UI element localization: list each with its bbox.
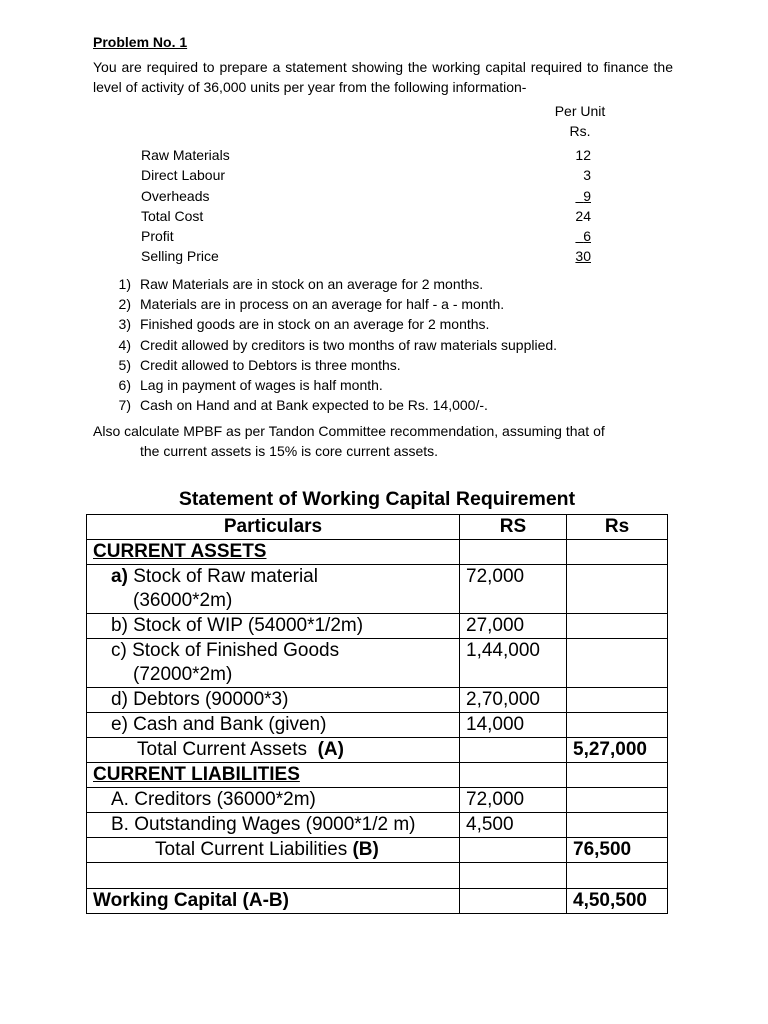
table-row (87, 889, 668, 914)
cost-label: Raw Materials (141, 147, 230, 163)
currency-label: Rs. (569, 123, 591, 139)
row-cash-bank: e) Cash and Bank (given) (87, 713, 460, 738)
value-wip: 27,000 (460, 614, 567, 639)
table-row (87, 713, 668, 738)
row-total-current-assets: Total Current Assets (A) (87, 738, 460, 763)
per-unit-header (540, 101, 620, 141)
cost-row (141, 146, 591, 166)
cost-row (141, 166, 591, 186)
cost-row (141, 227, 591, 247)
statement-title: Statement of Working Capital Requirement (178, 488, 576, 510)
row-wip: b) Stock of WIP (54000*1/2m) (87, 614, 460, 639)
row-total-current-liabilities: Total Current Liabilities (B) (87, 838, 460, 863)
cost-label: Total Cost (141, 207, 204, 224)
cost-label: Selling Price (141, 248, 219, 265)
cost-value: 6 (583, 228, 591, 245)
row-creditors: A. Creditors (36000*2m) (87, 788, 460, 813)
table-row (87, 838, 668, 863)
table-row (87, 788, 668, 813)
cost-row (141, 247, 591, 267)
mpbf-instruction: Also calculate MPBF as per Tandon Committee recommendation, assuming that of the current assets is 15% is core current assets. (93, 423, 605, 459)
cost-row (141, 207, 591, 227)
value-raw-material: 72,000 (460, 565, 567, 614)
value-outstanding-wages: 4,500 (460, 813, 567, 838)
value-total-current-liabilities: 76,500 (567, 838, 668, 863)
table-row (87, 738, 668, 763)
cost-label: Profit (141, 228, 174, 245)
row-working-capital: Working Capital (A-B) (87, 889, 460, 914)
value-cash-bank: 14,000 (460, 713, 567, 738)
value-total-current-assets: 5,27,000 (567, 738, 668, 763)
value-debtors: 2,70,000 (460, 688, 567, 713)
table-row (87, 688, 668, 713)
problem-heading: Problem No. 1 (93, 34, 188, 50)
per-unit-label: Per Unit (554, 103, 606, 119)
table-row (87, 813, 668, 838)
table-header-row (87, 515, 668, 540)
table-row (87, 540, 668, 565)
header-rs: RS (460, 515, 567, 540)
cost-row (141, 187, 591, 207)
value-finished-goods: 1,44,000 (460, 639, 567, 688)
cost-label: Overheads (141, 187, 210, 204)
problem-intro: You are required to prepare a statement showing the working capital required to finance the level of activity of 36,000 units per year from the following information- (93, 59, 673, 95)
table-row (87, 863, 668, 889)
table-row (87, 639, 668, 688)
cost-table (141, 146, 591, 268)
table-row (87, 614, 668, 639)
table-row (87, 565, 668, 614)
cost-value: 9 (583, 187, 591, 204)
header-rs-total: Rs (567, 515, 668, 540)
row-debtors: d) Debtors (90000*3) (87, 688, 460, 713)
cost-value: 24 (575, 207, 591, 224)
cost-value: 30 (575, 248, 591, 265)
cost-label: Direct Labour (141, 167, 226, 184)
row-raw-material: a) Stock of Raw material (36000*2m) (87, 565, 460, 614)
header-particulars: Particulars (87, 515, 460, 540)
table-row (87, 763, 668, 788)
cost-value: 12 (575, 147, 591, 163)
value-working-capital: 4,50,500 (567, 889, 668, 914)
cost-value: 3 (583, 167, 591, 184)
value-creditors: 72,000 (460, 788, 567, 813)
row-finished-goods: c) Stock of Finished Goods (72000*2m) (87, 639, 460, 688)
current-liabilities-heading: CURRENT LIABILITIES (93, 764, 300, 785)
row-outstanding-wages: B. Outstanding Wages (9000*1/2 m) (87, 813, 460, 838)
working-capital-table (86, 514, 668, 914)
current-assets-heading: CURRENT ASSETS (93, 541, 267, 562)
